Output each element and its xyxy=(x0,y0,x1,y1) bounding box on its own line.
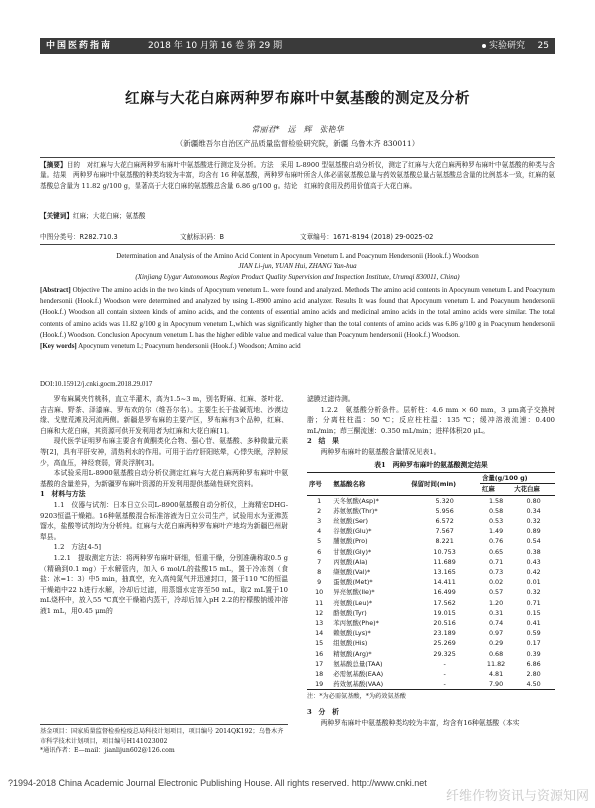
table-cell: 0.42 xyxy=(526,567,541,576)
table-cell: 8 xyxy=(317,567,322,576)
paragraph: 两种罗布麻叶中氨基酸种类均较为丰富，均含有16种氨基酸（本实 xyxy=(320,718,520,727)
doi: DOI:10.15912/j.cnki.gocm.2018.29.017 xyxy=(40,380,153,388)
table-cell: 6 xyxy=(317,547,322,556)
table-cell: 8.221 xyxy=(435,537,454,546)
table-cell: 0.58 xyxy=(488,506,504,515)
table-cell: 11.82 xyxy=(486,659,506,668)
table-cell: 0.43 xyxy=(526,557,541,566)
table-cell: 13 xyxy=(315,619,324,627)
table-row xyxy=(307,649,555,659)
divider xyxy=(40,157,555,158)
table-row xyxy=(307,587,555,597)
table-cell: 必需氨基酸(EAA) xyxy=(333,670,384,679)
table-cell: 0.17 xyxy=(526,639,541,648)
table-cell: 苯丙氨酸(Phe)* xyxy=(333,619,379,627)
table-cell: 0.71 xyxy=(526,598,541,607)
table-row xyxy=(307,577,555,587)
table-cell: 19 xyxy=(315,680,324,689)
paragraph: 现代医学证明罗布麻主要含有黄酮类化合物、强心苷、氨基酸、多种微量元素等[2]，具有平肝安神，清热利水的作用。可用于治疗肝阳眩晕，心悸失眠，浮肿尿少，高血压，神经衰弱，肾炎浮肿[3]。 xyxy=(40,437,288,467)
subsection-heading: 1.2 方法[4-5] xyxy=(53,543,102,552)
table-cell: 17 xyxy=(315,659,324,668)
table-cell: 0.38 xyxy=(526,547,541,556)
table-cell: 20.516 xyxy=(433,619,456,627)
table-cell: 17.562 xyxy=(433,598,456,607)
page-number: 25 xyxy=(537,41,549,51)
issue-info: 2018 年 10 月第 16 卷 第 29 期 xyxy=(148,41,283,51)
table-cell: 3 xyxy=(317,516,322,525)
table-cell: 0.76 xyxy=(488,537,504,546)
section-heading: 1 材料与方法 xyxy=(40,490,86,499)
affiliation: （新疆维吾尔自治区产品质量监督检验研究院，新疆 乌鲁木齐 830011） xyxy=(175,139,420,148)
paragraph: 1.2.1 提取测定方法：将两种罗布麻叶研细，恒重干燥，分别准确称取0.5 g（精确到0.1 mg）于水解管内，加入 6 mol/L的盐酸15 mL，置于冷冻剂（食盐：冰=1：3）中5 min，抽真空，充入高纯氮气并迅速封口，置于110 ℃的恒温干燥箱中22 h进行水解，冷却后过滤，用蒸馏水定容至50 mL，取2 mL置于10 mL烧杯中，放入55 ℃真空干燥箱内蒸干，冷却后加入pH 2.2的柠檬酸钠缓冲溶液1 mL，用0.45 μm的 xyxy=(40,553,288,615)
footnote xyxy=(40,724,288,756)
table-cell: 11 xyxy=(315,598,324,607)
col-header-rt: 保留时间(min) xyxy=(411,479,457,488)
table-row xyxy=(307,536,555,546)
running-header xyxy=(40,38,555,54)
table-cell: 4 xyxy=(317,527,322,536)
table-cell: 2.80 xyxy=(526,670,541,679)
table-cell: 5.320 xyxy=(435,496,454,505)
table-cell: 0.29 xyxy=(488,639,504,648)
table-cell: 1.20 xyxy=(488,598,504,607)
table-row xyxy=(307,526,555,536)
english-abstract: [Abstract] Objective The amino acids in the two kinds of Apocynum venetum L. were found and analyzed. Methods The amino acid contents in Apocynum venetum L and Poacynum hendersonii (Hook.f.) Woodson were determined and analyzed by using L-8900 amino acid analyzer. Results It was found that Apocynum venetum L and Poacynum hendersonii (Hook.f.) Woodson all contain sixteen kinds of amino acids, and the contents of essential amino acids and medicinal amino acids in the total amino acids were similar. The total contents of amino acids was 11.82 g/100 g in Apocynum venetum L,which was significantly higher than the total contents of amino acids was 6.86 g/100 g in Poacynum hendersonii (Hook.f.) Woodson. Conclusion Apocynum venetum L has the higher edible value and medical value than Poacynum hendersonii (Hook.f.) Woodson. [Key words] Apocynum venetum L; Poacynum hendersonii (Hook.f.) Woodson; Amino acid xyxy=(40,286,555,351)
table-row xyxy=(307,669,555,679)
funding-note: 基金项目：国家质量监督检验检疫总局科技计划项目，项目编号 2014QK192；乌鲁木齐市科学技术计划项目，项目编号H141023002 xyxy=(40,728,284,745)
table-cell: 异亮氨酸(Ile)* xyxy=(333,588,375,597)
table-cell: 丝氨酸(Ser) xyxy=(333,516,369,525)
amino-acid-table xyxy=(307,472,555,690)
divider xyxy=(40,244,555,245)
table-cell: 0.32 xyxy=(526,516,541,525)
table-note: 注：*为必需氨基酸，*为药效氨基酸 xyxy=(307,693,406,701)
table-cell: 0.97 xyxy=(488,629,504,638)
bullet-icon xyxy=(482,44,486,48)
table-cell: 1 xyxy=(317,496,322,505)
table-cell: 4.81 xyxy=(488,670,504,679)
table-caption: 表1 两种罗布麻叶的氨基酸测定结果 xyxy=(374,460,488,469)
table-cell: 14.411 xyxy=(433,578,456,587)
table-cell: 16.499 xyxy=(433,588,456,597)
keywords-cn: 【关键词】红麻；大花白麻；氨基酸 xyxy=(40,212,146,220)
table-cell: - xyxy=(443,680,446,689)
article-number: 文章编号：1671-8194 (2018) 29-0025-02 xyxy=(300,233,434,241)
table-cell: 0.15 xyxy=(526,608,541,617)
table-cell: 0.71 xyxy=(488,557,504,566)
table-cell: 亮氨酸(Leu)* xyxy=(333,598,373,607)
table-cell: 2 xyxy=(317,506,322,515)
col-header-white: 大花白麻 xyxy=(514,485,540,494)
table-cell: 19.015 xyxy=(433,608,456,617)
table-row xyxy=(307,495,555,506)
table-cell: 1.58 xyxy=(488,496,504,505)
table-row xyxy=(307,679,555,690)
table-cell: 18 xyxy=(315,670,324,679)
table-cell: 0.34 xyxy=(526,506,541,515)
authors: 常丽君* 远 辉 张艳华 xyxy=(251,125,344,134)
table-cell: 0.31 xyxy=(488,608,504,617)
paragraph: 罗布麻属夹竹桃科，直立半灌木，高为1.5~3 m，别名野麻、红麻、茶叶花、吉吉麻、野茶、泽漆麻、罗布欢的尔（维吾尔名）。主要生长于盐碱荒地、沙漠边缘、戈壁荒滩及河流两侧。新疆是罗布麻的主要产区，罗布麻有3个品种，红麻、白麻和大花白麻，其资源可供开发利用者为红麻和大花白麻[1]。 xyxy=(40,395,288,435)
table-cell: 组氨酸(His) xyxy=(333,639,368,648)
table-cell: 赖氨酸(Lys)* xyxy=(333,629,371,638)
table-cell: 甘氨酸(Gly)* xyxy=(333,547,372,556)
section-heading: 3 分 析 xyxy=(307,708,339,717)
table-cell: 药效氨基酸(VAA) xyxy=(333,680,384,689)
table-cell: 谷氨酸(Glu)* xyxy=(333,527,372,536)
table-cell: 12 xyxy=(315,608,324,617)
table-cell: 29.325 xyxy=(433,649,456,658)
table-cell: 6.572 xyxy=(435,516,454,525)
table-cell: 0.39 xyxy=(526,649,541,658)
table-cell: 7.90 xyxy=(488,680,504,689)
table-cell: 0.01 xyxy=(526,578,541,587)
table-row xyxy=(307,598,555,608)
table-cell: 0.32 xyxy=(526,588,541,597)
table-cell: - xyxy=(443,659,446,668)
table-cell: 11.689 xyxy=(433,557,456,566)
table-row xyxy=(307,516,555,526)
table-row xyxy=(307,638,555,648)
table-row xyxy=(307,608,555,618)
table-cell: 6.86 xyxy=(526,659,541,668)
table-row xyxy=(307,659,555,669)
table-cell: 7.567 xyxy=(435,527,454,536)
table-cell: 0.73 xyxy=(488,567,504,576)
table-cell: 0.59 xyxy=(526,629,541,638)
english-authors: JIAN Li-jun, YUAN Hui, ZHANG Yan-hua xyxy=(238,262,357,270)
table-cell: - xyxy=(443,670,446,679)
table-row xyxy=(307,567,555,577)
table-cell: 0.68 xyxy=(488,649,504,658)
table-row xyxy=(307,547,555,557)
table-cell: 0.02 xyxy=(488,578,504,587)
paragraph: 1.2.2 氨基酸分析条件。层析柱：4.6 mm × 60 mm，3 μm离子交换树脂；分离柱柱温：50 ℃；反应柱柱温：135 ℃；缓冲溶液流速：0.400 mL/min；茚三酮流速：0.350 mL/min；进样体积20 μL。 xyxy=(307,405,555,435)
table-cell: 苏氨氨酸(Thr)* xyxy=(333,506,378,515)
watermark: 纤维作物资讯与资源知网 xyxy=(445,789,589,804)
left-column xyxy=(40,394,288,616)
table-cell: 5.956 xyxy=(435,506,454,515)
table-cell: 10.753 xyxy=(433,547,456,556)
table-cell: 0.57 xyxy=(488,588,504,597)
english-affiliation: (Xinjiang Uygur Autonomous Region Product Quality Supervision and Inspection Institute, Urumqi 830011, China) xyxy=(135,273,460,281)
table-row xyxy=(307,557,555,567)
table-cell: 0.65 xyxy=(488,547,504,556)
section-heading: 2 结 果 xyxy=(307,437,339,446)
table-cell: 精氨酸(Arg)* xyxy=(333,649,372,658)
paragraph: 1.1 仪器与试剂：日本日立公司L-8900氨基酸自动分析仪，上海精宏DHG-9203恒温干燥箱。16种氨基酸混合标准溶液为日立公司生产，试验用水为亚沸蒸馏水，盐酸等试剂均为分析纯。红麻与大花白麻两种罗布麻叶产地均为新疆巴州尉犁县。 xyxy=(40,500,288,541)
table-cell: 16 xyxy=(315,649,324,658)
table-cell: 23.189 xyxy=(433,629,456,638)
table-cell: 14 xyxy=(315,629,324,638)
table-cell: 天冬氨酸(Asp)* xyxy=(333,496,379,505)
table-cell: 缬氨酸(Val)* xyxy=(333,567,371,576)
copyright: ?1994-2018 China Academic Journal Electronic Publishing House. All rights reserved. http://www.cnki.net xyxy=(8,778,427,788)
table-cell: 9 xyxy=(317,578,322,587)
table-cell: 酪氨酸(Tyr) xyxy=(333,608,367,617)
table-row xyxy=(307,618,555,628)
right-column xyxy=(307,394,555,728)
table-cell: 5 xyxy=(317,537,322,546)
correspondence-note: *通讯作者：E—mail：jianlijun602@126.com xyxy=(40,747,175,754)
table-cell: 0.54 xyxy=(526,537,541,546)
table-cell: 1.49 xyxy=(488,527,504,536)
clc-number: 中图分类号：R282.710.3 xyxy=(40,233,118,241)
col-header-no: 序号 xyxy=(309,479,322,488)
doc-code: 文献标识码：B xyxy=(180,233,225,241)
table-row xyxy=(307,628,555,638)
col-header-content: 含量(g/100 g) xyxy=(480,473,555,484)
table-cell: 25.269 xyxy=(433,639,456,648)
table-cell: 0.53 xyxy=(488,516,504,525)
table-cell: 7 xyxy=(317,557,322,566)
english-title: Determination and Analysis of the Amino Acid Content in Apocynum Venetum L and Poacynum Hendersonii (Hook.f.) Woodson xyxy=(116,252,479,260)
table-row xyxy=(307,506,555,516)
table-cell: 丙氨酸(Ala) xyxy=(333,557,368,566)
abstract-cn: 【摘要】目的 对红麻与大花白麻两种罗布麻叶中氨基酸进行测定及分析。方法 采用 L-8900 型氨基酸自动分析仪，测定了红麻与大花白麻两种罗布麻叶中氨基酸的种类与含量。结果 两种罗布麻叶中氨基酸的种类均较为丰富，均含有 16 种氨基酸，两种罗布麻叶所含人体必需氨基酸总量与药效氨基酸总量占氨基酸总含量的比例基本一致，红麻的氨基酸总含量为 11.82 g/100 g，显著高于大花白麻的氨基酸总含量 6.86 g/100 g。结论 红麻的食用及药用价值高于大花白麻。 xyxy=(40,161,556,190)
table-cell: 15 xyxy=(315,639,324,648)
paragraph: 本试验采用L-8900氨基酸自动分析仪测定红麻与大花白麻两种罗布麻叶中氨基酸的含量差异，为新疆罗布麻叶资源的开发利用提供基础性研究资料。 xyxy=(40,469,288,488)
journal-name: 中国医药指南 xyxy=(46,41,113,51)
col-header-name: 氨基酸名称 xyxy=(333,479,366,488)
table-cell: 4.50 xyxy=(526,680,541,689)
table-cell: 0.80 xyxy=(526,496,541,505)
paragraph: 两种罗布麻叶的氨基酸含量情况见表1。 xyxy=(320,447,441,456)
table-cell: 0.74 xyxy=(488,619,504,627)
table-cell: 脯氨酸(Pro) xyxy=(333,537,368,546)
table-cell: 0.41 xyxy=(526,619,541,627)
table-cell: 13.165 xyxy=(433,567,456,576)
col-header-red: 红麻 xyxy=(481,485,495,494)
section-label: 实验研究 xyxy=(482,38,525,54)
article-title: 红麻与大花白麻两种罗布麻叶中氨基酸的测定及分析 xyxy=(125,90,470,107)
paragraph: 滤膜过滤待测。 xyxy=(307,395,355,403)
table-cell: 蛋氨酸(Met)* xyxy=(333,578,373,587)
table-cell: 氨基酸总量(TAA) xyxy=(333,659,383,668)
table-cell: 0.89 xyxy=(526,527,541,536)
table-cell: 10 xyxy=(315,588,324,597)
